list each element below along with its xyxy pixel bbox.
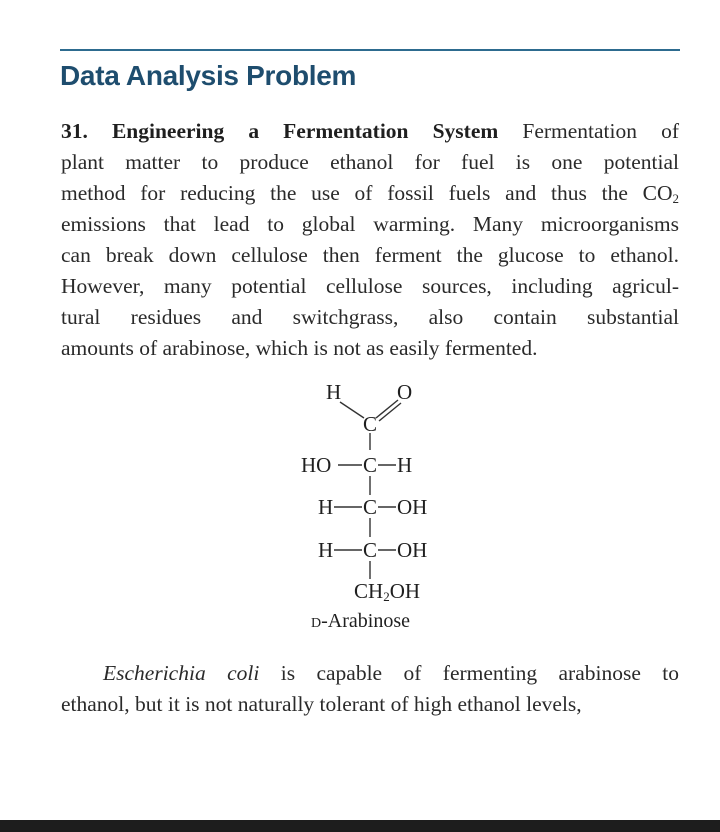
bond-h-c1 — [340, 402, 364, 418]
continuation-line-2: ethanol, but it is not naturally tolerant of high ethanol levels, — [61, 692, 582, 716]
paragraph-line-1: Fermentation of — [522, 119, 679, 143]
problem-title: 31. Engineering a Fermentation System — [61, 119, 499, 143]
atom-c1: C — [363, 412, 378, 436]
paragraph-line-3: method for reducing the use of fossil fuels and thus the CO — [61, 181, 673, 205]
atom-h-2: H — [397, 453, 413, 477]
section-heading: Data Analysis Problem — [60, 60, 357, 91]
organism-name: Escherichia coli — [103, 661, 260, 685]
continuation-paragraph — [61, 658, 679, 720]
paragraph-line-8: amounts of arabinose, which is not as easily fermented. — [61, 336, 538, 360]
section-top-rule — [60, 49, 680, 51]
paragraph-line-2: plant matter to produce ethanol for fuel is one potential — [61, 150, 679, 174]
paragraph-line-7: tural residues and switchgrass, also contain substantial — [61, 305, 679, 329]
atom-h-4: H — [318, 538, 334, 562]
arabinose-structure — [290, 378, 470, 638]
caption-name: -Arabinose — [321, 610, 410, 632]
paragraph-line-4: emissions that lead to global warming. Many microorganisms — [61, 212, 679, 236]
continuation-line-1: is capable of fermenting arabinose to — [259, 661, 679, 685]
structure-bonds — [290, 378, 470, 608]
co2-subscript: 2 — [672, 191, 679, 206]
atom-c4: C — [363, 538, 378, 562]
atom-c2: C — [363, 453, 378, 477]
atom-ho-2: HO — [301, 453, 332, 477]
atom-ch: CH — [354, 579, 384, 603]
problem-paragraph — [61, 116, 679, 364]
atom-oh-3: OH — [397, 495, 428, 519]
paragraph-line-5: can break down cellulose then ferment the glucose to ethanol. — [61, 243, 679, 267]
atom-c3: C — [363, 495, 378, 519]
atom-ch2oh — [354, 580, 420, 602]
atom-top-o: O — [397, 380, 413, 404]
atom-ch2-subscript: 2 — [383, 589, 390, 604]
caption-d-prefix: D — [311, 616, 322, 631]
structure-caption — [311, 610, 410, 633]
atom-oh-bottom: OH — [389, 579, 421, 603]
paragraph-line-6: However, many potential cellulose sources, including agricul- — [61, 274, 679, 298]
atom-h-3: H — [318, 495, 334, 519]
atom-top-h: H — [326, 380, 342, 404]
bottom-bar — [0, 820, 720, 832]
atom-oh-4: OH — [397, 538, 428, 562]
